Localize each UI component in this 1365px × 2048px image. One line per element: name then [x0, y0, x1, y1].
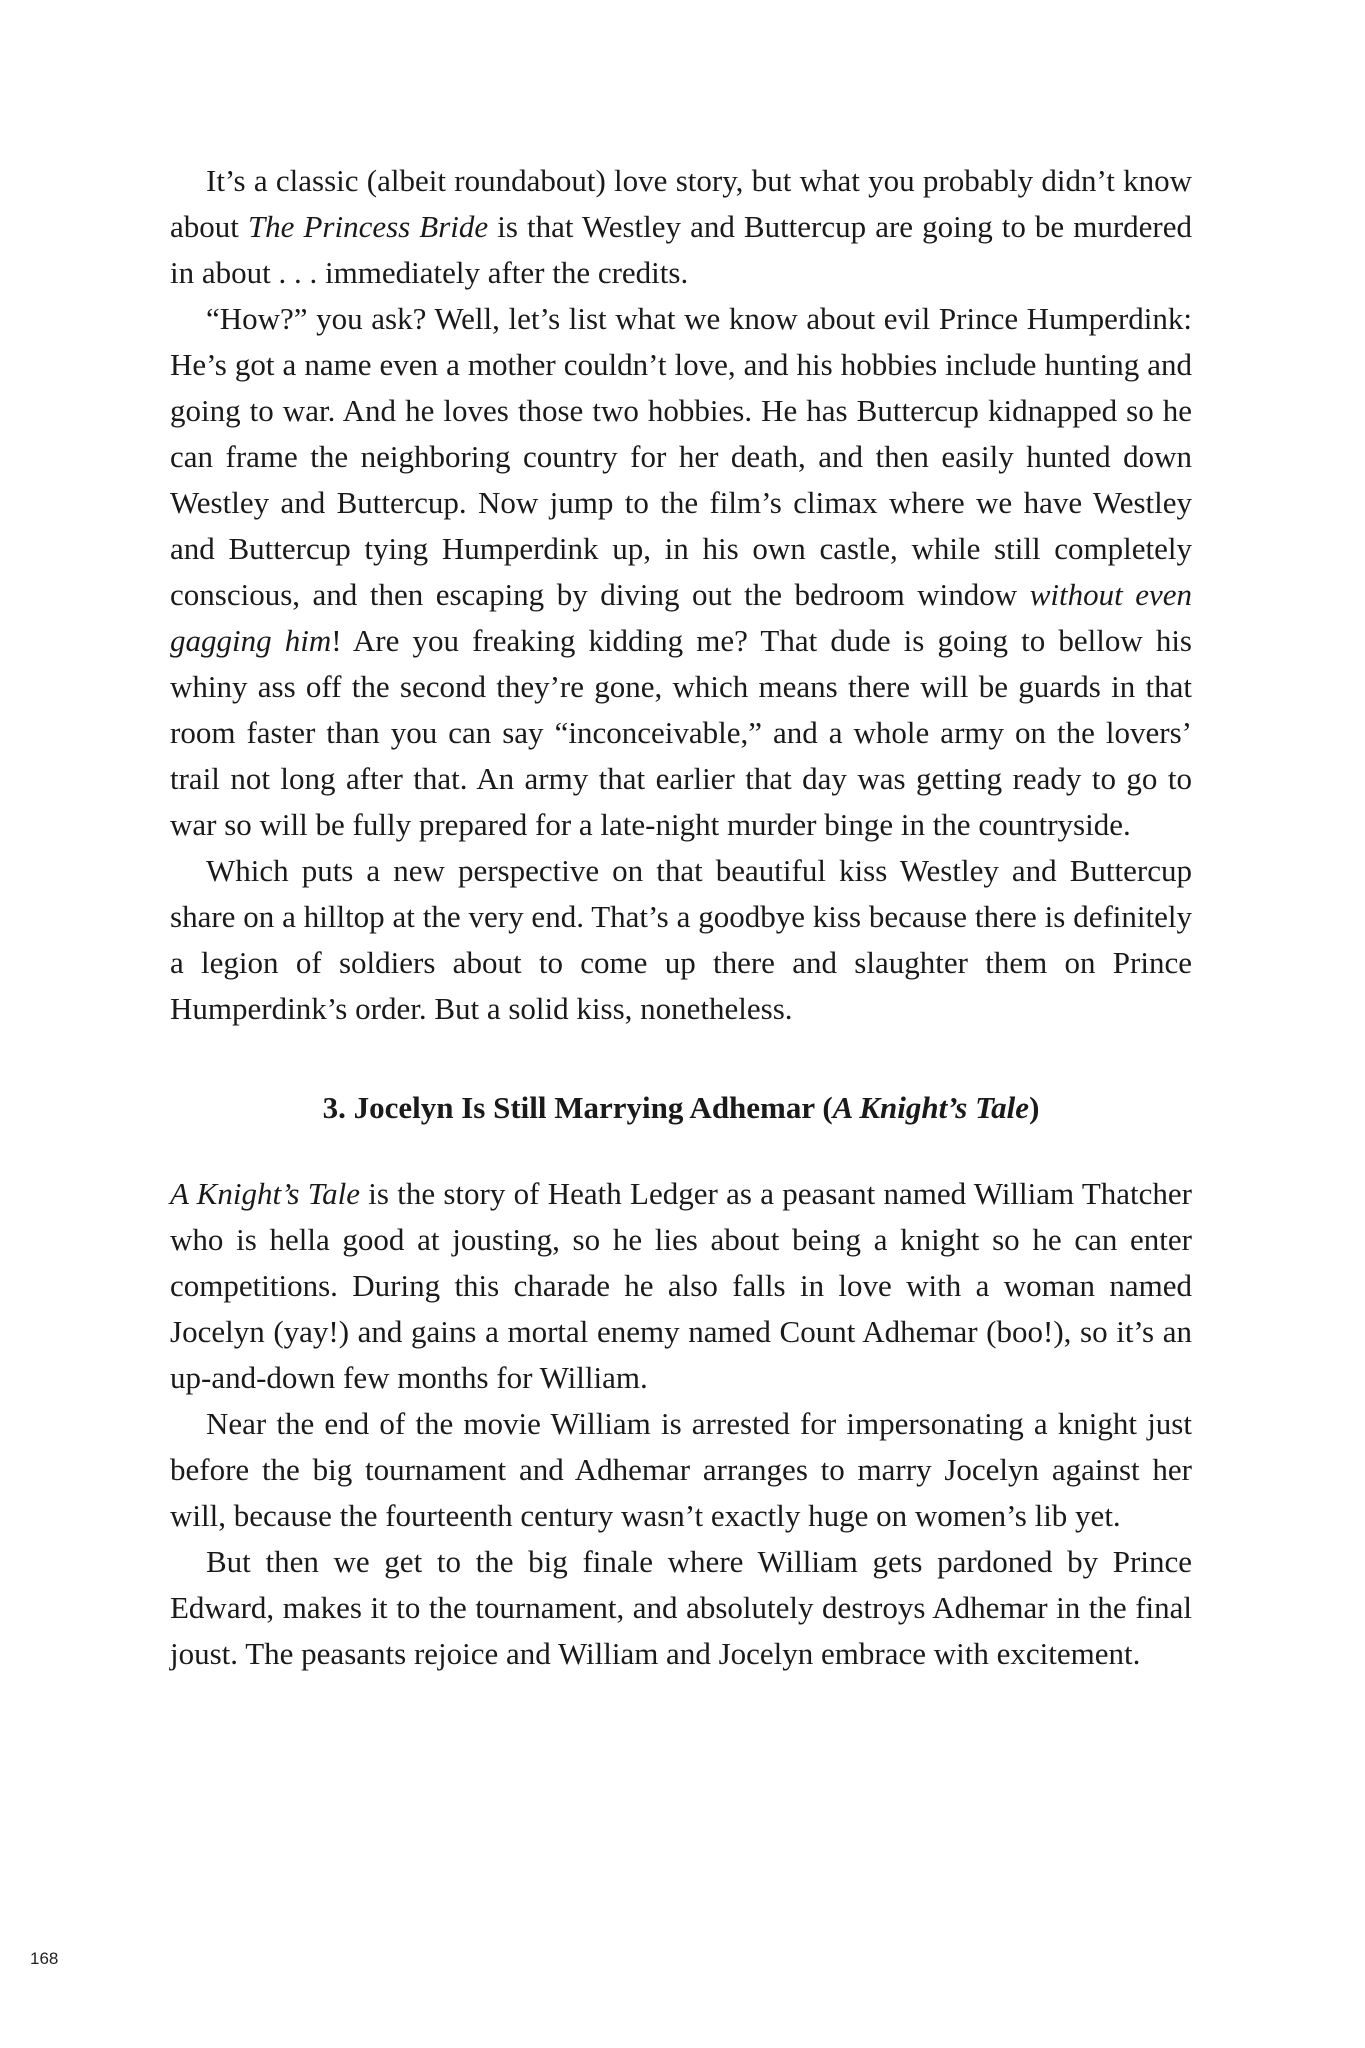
paragraph-text: is that Westley and Buttercup are going to be murdered in about . . . immediately after the credits. — [170, 209, 1193, 290]
page-body — [170, 158, 1192, 1677]
film-title-knights-tale: A Knight’s Tale — [170, 1176, 360, 1211]
section-heading — [170, 1085, 1192, 1131]
heading-prefix: 3. Jocelyn Is Still Marrying Adhemar ( — [322, 1090, 833, 1125]
paragraph-humperdink — [170, 296, 1192, 848]
paragraph-text: ! Are you freaking kidding me? That dude is going to bellow his whiny ass off the second they’re gone, which means there will be guards in that room faster than you can say “inconceivable,” and a whole army on the lovers’ trail not long after that. An army that earlier that day was getting ready to go to war so will be fully prepared for a late-night murder binge in the countryside. — [170, 623, 1192, 842]
paragraph-knights-tale-intro — [170, 1171, 1192, 1401]
paragraph-william-arrested: Near the end of the movie William is arrested for impersonating a knight just before the big tournament and Adhemar arranges to marry Jocelyn against her will, because the fourteenth century wasn’t exactly huge on women’s lib yet. — [170, 1406, 1192, 1533]
paragraph-text: is the story of Heath Ledger as a peasant named William Thatcher who is hella good at jousting, so he lies about being a knight so he can enter competitions. During this charade he also falls in love with a woman named Jocelyn (yay!) and gains a mortal enemy named Count Adhemar (boo!), so it’s an up-and-down few months for William. — [170, 1176, 1193, 1395]
paragraph-text: “How?” you ask? Well, let’s list what we know about evil Prince Humperdink: He’s got a name even a mother couldn’t love, and his hobbies include hunting and going to war. And he loves those two hobbies. He has Buttercup kidnapped so he can frame the neighboring country for her death, and then easily hunted down Westley and Buttercup. Now jump to the film’s climax where we have Westley and Buttercup tying Humperdink up, in his own castle, while still completely conscious, and then escaping by diving out the bedroom window — [170, 301, 1192, 612]
emphasis-text: without even gagging him — [170, 577, 1193, 658]
paragraph-princess-bride-intro — [170, 158, 1192, 296]
page-number: 168 — [30, 1949, 59, 1968]
paragraph-text: It’s a classic (albeit roundabout) love story, but what you probably didn’t know about — [170, 163, 1192, 244]
heading-film-title: A Knight’s Tale — [832, 1090, 1030, 1125]
paragraph-finale: But then we get to the big finale where William gets pardoned by Prince Edward, makes it to the tournament, and absolutely destroys Adhemar in the final joust. The peasants rejoice and William and Jocelyn embrace with excitement. — [170, 1544, 1192, 1671]
heading-suffix: ) — [1029, 1090, 1040, 1125]
film-title-princess-bride: The Princess Bride — [247, 209, 489, 244]
paragraph-goodbye-kiss: Which puts a new perspective on that beautiful kiss Westley and Buttercup share on a hilltop at the very end. That’s a goodbye kiss because there is definitely a legion of soldiers about to come up there and slaughter them on Prince Humperdink’s order. But a solid kiss, nonetheless. — [170, 853, 1192, 1026]
